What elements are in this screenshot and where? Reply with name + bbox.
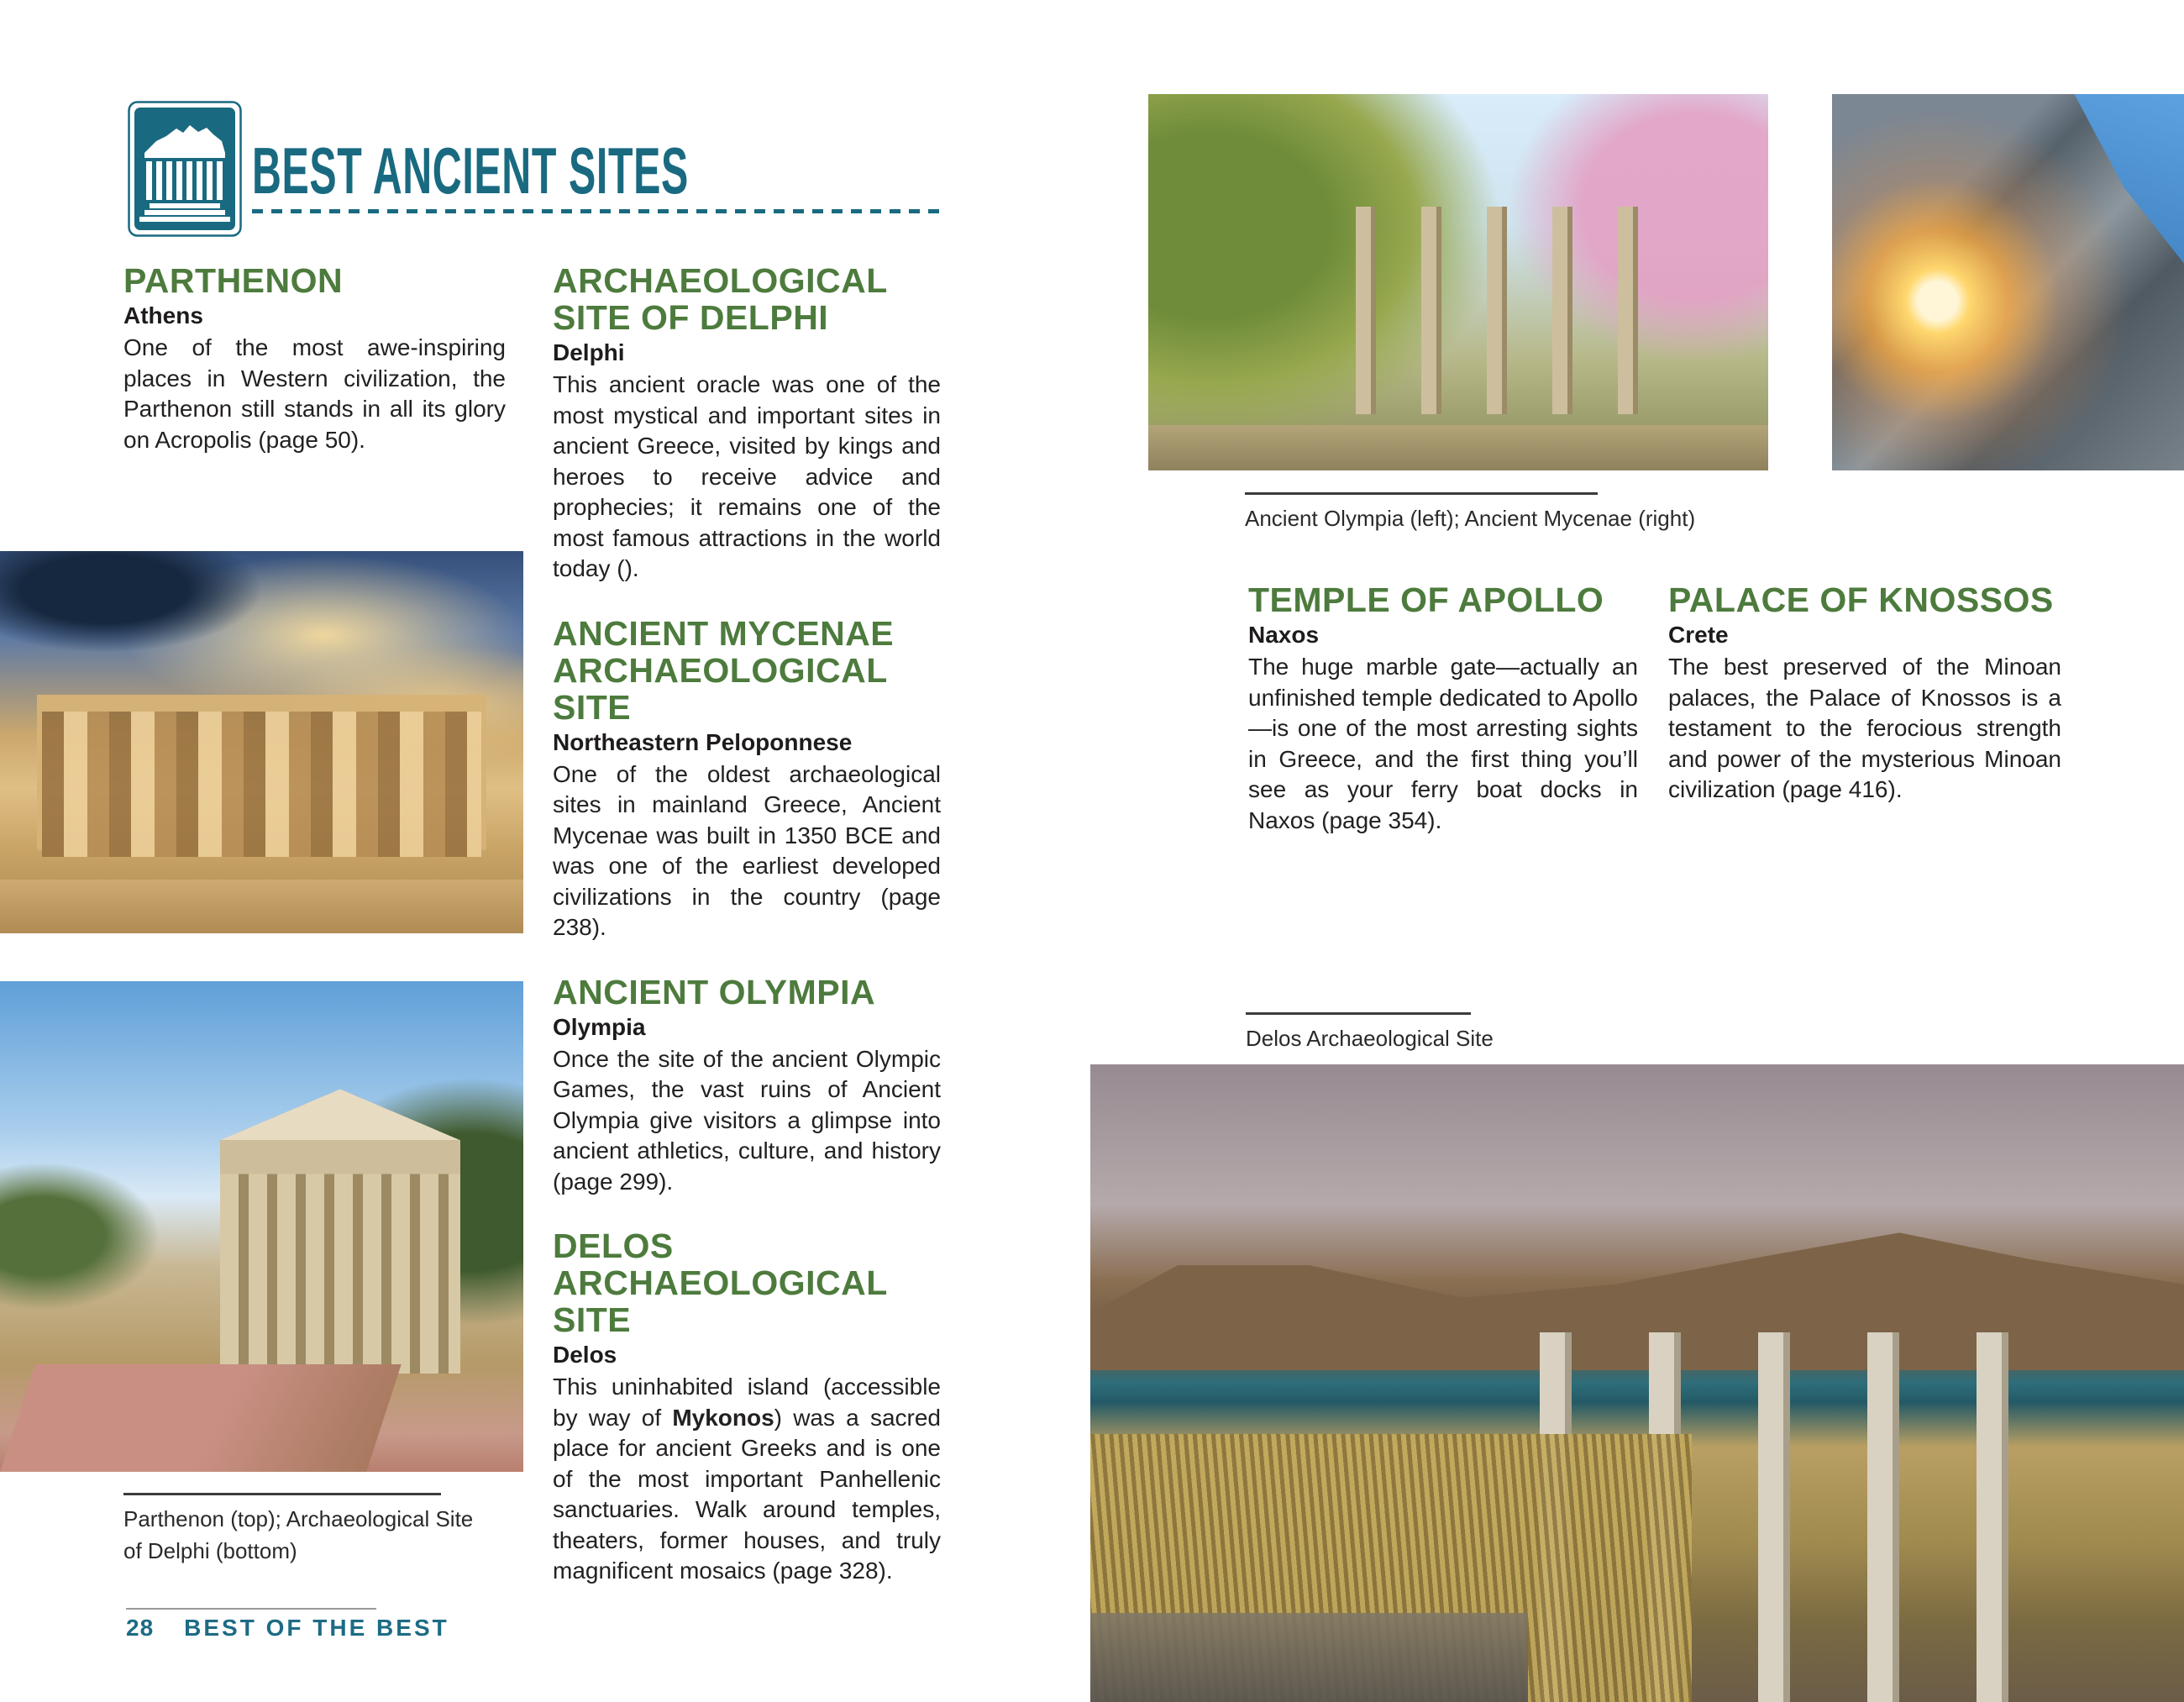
section-mycenae [553, 615, 941, 943]
section-location: Athens [123, 302, 203, 328]
section-delphi [553, 262, 941, 585]
section-body: The huge marble gate—actually an unfinished temple dedicated to Apollo—is one of the most arresting sights in Greece, and the first thing you’ll see as your ferry boat docks in Naxos (page 354). [1248, 654, 1638, 833]
parthenon-photo [0, 551, 523, 933]
temple-icon [128, 101, 242, 237]
section-olympia [553, 974, 941, 1198]
section-location: Northeastern Peloponnese [553, 728, 853, 755]
page-number: 28 [126, 1615, 155, 1641]
section-body: One of the oldest archaeological sites in mainland Greece, Ancient Mycenae was built in 1350 BCE and was one of the earliest developed civilizations in the country (page 238). [553, 760, 941, 940]
column-right-a [1248, 581, 1638, 836]
photo-detail [42, 712, 481, 857]
ancient-mycenae-photo [1832, 94, 2184, 470]
photo-detail [2050, 94, 2184, 264]
photo-detail [220, 1089, 461, 1374]
body-text: This uninhabited island (accessible by way of [553, 1374, 941, 1431]
section-heading: DELOS ARCHAEOLOGICAL SITE [553, 1227, 888, 1339]
section-parthenon [123, 262, 506, 455]
section-apollo [1248, 581, 1638, 836]
delos-photo-caption: Delos Archaeological Site [1246, 1026, 1494, 1051]
title-dashed-rule [252, 209, 946, 213]
column-left [123, 262, 506, 455]
caption-rule [1245, 492, 1598, 495]
ancient-olympia-photo [1148, 94, 1768, 470]
footer-rule [126, 1608, 376, 1610]
top-photos-caption: Ancient Olympia (left); Ancient Mycenae (right) [1245, 506, 1696, 531]
section-location: Olympia [553, 1013, 646, 1040]
photo-detail [0, 880, 523, 933]
delos-site-photo [1090, 1064, 2184, 1702]
section-location: Delphi [553, 339, 625, 365]
section-heading: ANCIENT MYCENAE ARCHAEOLOGICAL SITE [553, 613, 895, 727]
section-location: Naxos [1248, 622, 1320, 648]
section-location: Delos [553, 1342, 617, 1368]
footer-label: BEST OF THE BEST [184, 1615, 449, 1641]
photo-detail [1090, 1613, 1528, 1702]
section-heading: ARCHAEOLOGICAL SITE OF DELPHI [553, 261, 888, 337]
column-right-b [1668, 581, 2061, 806]
page-footer [126, 1615, 546, 1642]
section-body: This ancient oracle was one of the most mystical and important sites in ancient Greece, visited by kings and heroes to receive advice and prophecies; it remains one of the most famous attractions in the world today (). [553, 371, 941, 581]
body-bold-text: Mykonos [672, 1404, 774, 1431]
section-heading: ANCIENT OLYMPIA [553, 972, 876, 1011]
section-heading: TEMPLE OF APOLLO [1248, 580, 1604, 619]
column-middle [553, 262, 941, 1587]
caption-rule [1246, 1012, 1471, 1015]
section-knossos [1668, 581, 2061, 806]
section-delos [553, 1227, 941, 1587]
caption-rule [123, 1493, 441, 1495]
photo-detail [1334, 207, 1675, 413]
page-title: BEST ANCIENT SITES [252, 134, 689, 207]
section-body [553, 1372, 941, 1587]
section-body: The best preserved of the Minoan palaces, the Palace of Knossos is a testament to the ferocious strength and power of the mysterious Minoan civilization (page 416). [1668, 654, 2061, 802]
photo-detail [1148, 425, 1768, 470]
delphi-treasury-photo [0, 981, 523, 1472]
section-body: Once the site of the ancient Olympic Games, the vast ruins of Ancient Olympia give visitors a glimpse into ancient athletics, culture, and history (page 299). [553, 1045, 941, 1195]
section-heading: PALACE OF KNOSSOS [1668, 580, 2054, 619]
photo-detail [0, 1364, 402, 1472]
body-text: ) was a sacred place for ancient Greeks and is one of the most important Panhellenic sanctuaries. Walk around temples, theaters, former houses, and truly magnificent mosaics (page 328). [553, 1404, 941, 1584]
section-body: One of the most awe-inspiring places in Western civilization, the Parthenon still stands in all its glory on Acropolis (page 50). [123, 334, 506, 453]
left-photos-caption: Parthenon (top); Archaeological Site of Delphi (bottom) [123, 1506, 474, 1563]
section-location: Crete [1668, 622, 1729, 648]
section-heading: PARTHENON [123, 261, 344, 300]
